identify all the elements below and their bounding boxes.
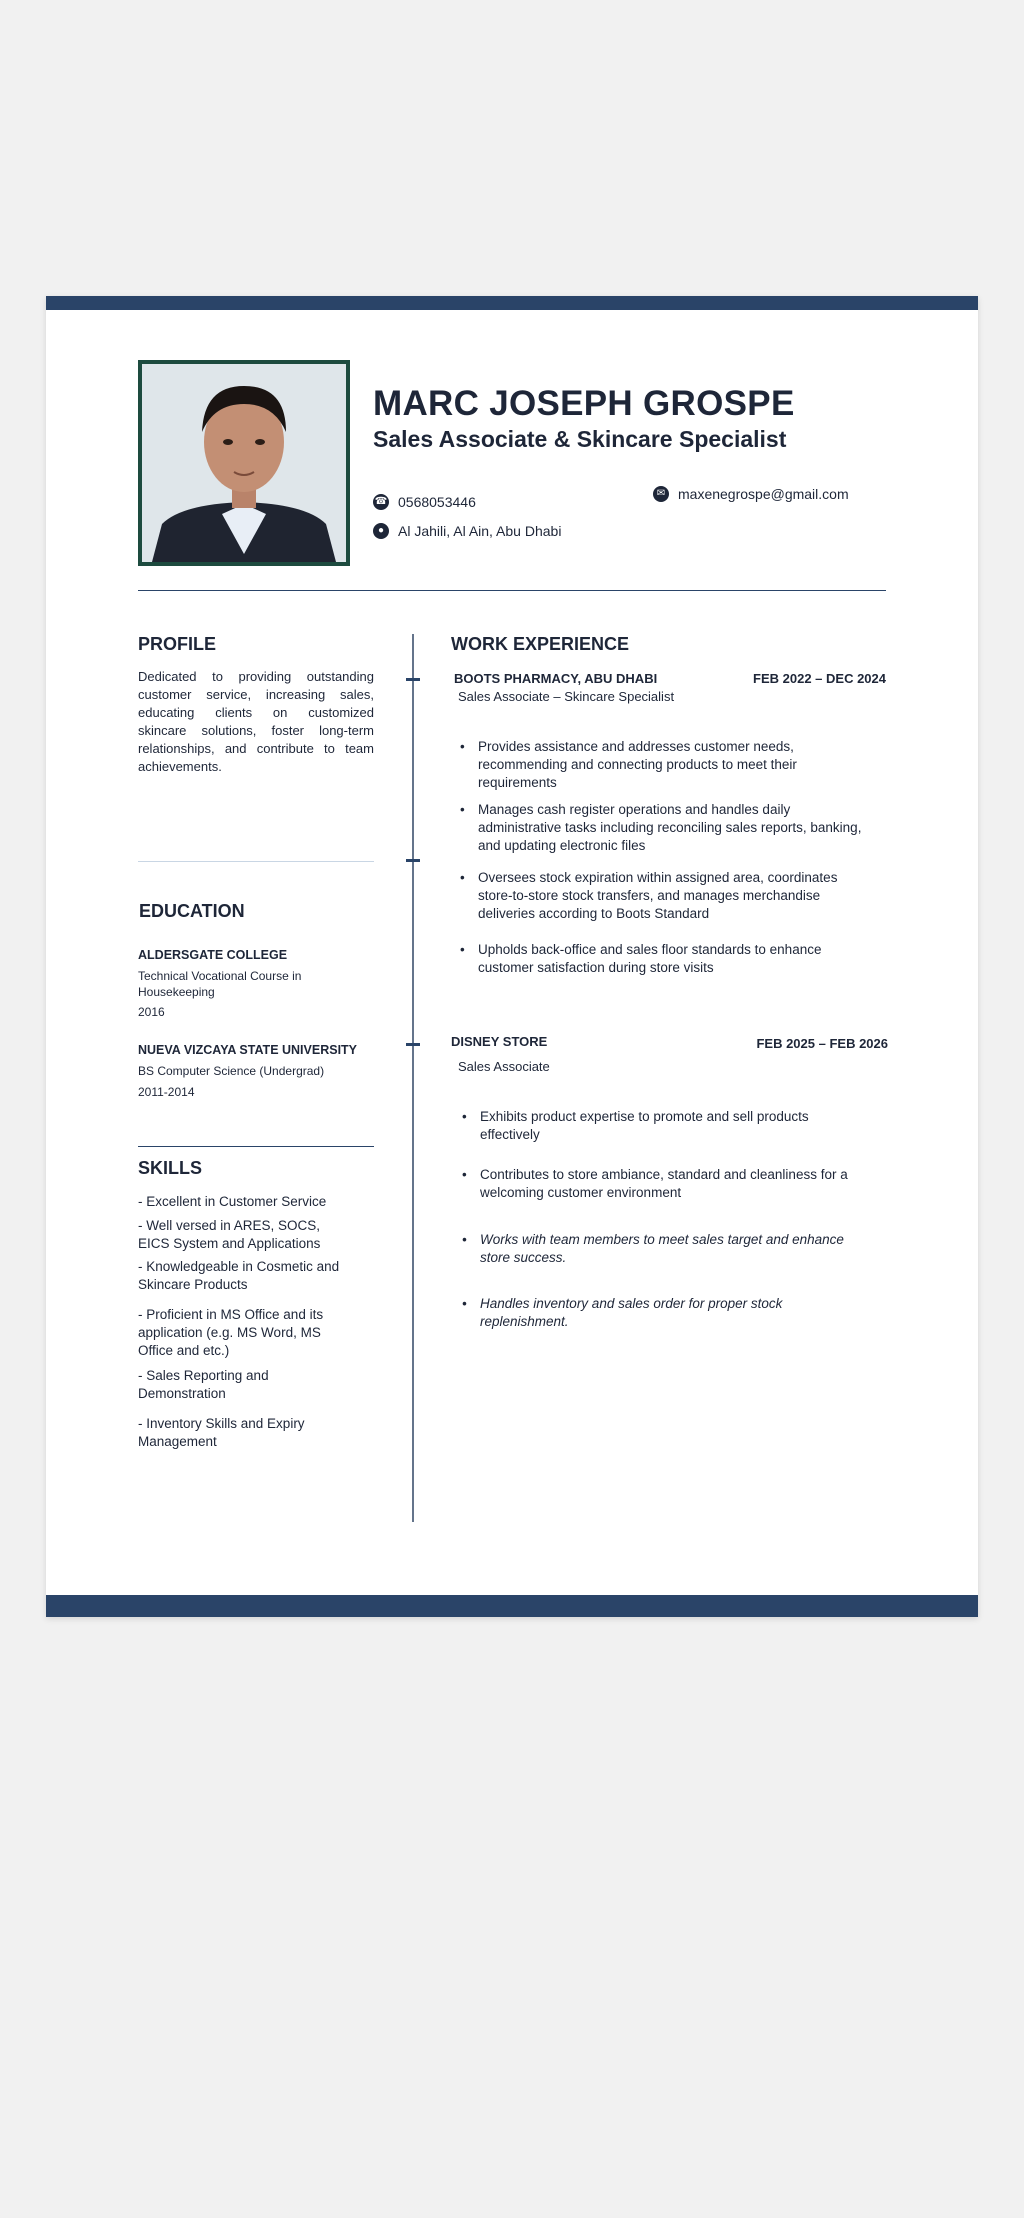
email-text: maxenegrospe@gmail.com bbox=[678, 486, 849, 502]
education-course: Technical Vocational Course in Housekeeping bbox=[138, 969, 302, 999]
skill-item: - Sales Reporting and Demonstration bbox=[138, 1368, 269, 1401]
job-duty: • Provides assistance and addresses customer needs, recommending and connecting products to meet their requirements bbox=[458, 738, 862, 792]
education-school: ALDERSGATE COLLEGE bbox=[138, 948, 288, 962]
candidate-title: Sales Associate & Skincare Specialist bbox=[373, 426, 787, 452]
resume-page bbox=[46, 296, 978, 1617]
job-dates: FEB 2022 – DEC 2024 bbox=[753, 671, 886, 686]
skill-item: - Knowledgeable in Cosmetic and Skincare Products bbox=[138, 1259, 340, 1292]
education-school: NUEVA VIZCAYA STATE UNIVERSITY bbox=[138, 1043, 358, 1057]
phone-text: 0568053446 bbox=[398, 494, 476, 510]
timeline-tick bbox=[406, 1043, 420, 1046]
skill-item: - Well versed in ARES, SOCS, EICS System and Applications bbox=[138, 1218, 321, 1251]
education-course: BS Computer Science (Undergrad) bbox=[138, 1064, 325, 1078]
timeline-tick bbox=[406, 859, 420, 862]
job-dates: FEB 2025 – FEB 2026 bbox=[756, 1036, 888, 1051]
job-duty: • Handles inventory and sales order for proper stock replenishment. bbox=[460, 1295, 860, 1331]
job-role: Sales Associate – Skincare Specialist bbox=[458, 689, 675, 704]
job-duty: • Contributes to store ambiance, standard and cleanliness for a welcoming customer environment bbox=[460, 1166, 860, 1202]
header-divider bbox=[138, 590, 886, 591]
location-pin-icon: ● bbox=[373, 523, 389, 539]
address-text: Al Jahili, Al Ain, Abu Dhabi bbox=[398, 523, 562, 539]
job-role: Sales Associate bbox=[458, 1059, 550, 1074]
education-heading: EDUCATION bbox=[139, 901, 245, 921]
profile-text: Dedicated to providing outstanding customer service, increasing sales, educating clients on customized skincare solutions, foster long-term relationships, and contribute to team achievements. bbox=[138, 669, 374, 774]
skills-heading: SKILLS bbox=[138, 1158, 203, 1178]
skill-item: - Excellent in Customer Service bbox=[138, 1194, 327, 1209]
timeline-line bbox=[412, 634, 414, 1522]
job-company: DISNEY STORE bbox=[451, 1034, 548, 1049]
job-company: BOOTS PHARMACY, ABU DHABI bbox=[454, 671, 658, 686]
job-duty: • Manages cash register operations and handles daily administrative tasks including reconciling sales reports, banking, and updating electronic files bbox=[458, 801, 862, 855]
skill-item: - Proficient in MS Office and its application (e.g. MS Word, MS Office and etc.) bbox=[138, 1307, 324, 1358]
job-duty: • Oversees stock expiration within assigned area, coordinates store-to-store stock transfers, and manages merchandise deliveries according to Boots Standard bbox=[458, 869, 862, 923]
timeline-tick bbox=[406, 678, 420, 681]
work-heading: WORK EXPERIENCE bbox=[451, 634, 630, 654]
skill-item: - Inventory Skills and Expiry Management bbox=[138, 1416, 305, 1449]
address-contact bbox=[373, 523, 561, 539]
job-duty: • Upholds back-office and sales floor standards to enhance customer satisfaction during store visits bbox=[458, 941, 862, 977]
phone-icon: ☎ bbox=[373, 494, 389, 510]
candidate-name: MARC JOSEPH GROSPE bbox=[373, 384, 795, 423]
email-contact bbox=[653, 486, 849, 502]
email-icon: ✉ bbox=[653, 486, 669, 502]
job-duty: • Works with team members to meet sales target and enhance store success. bbox=[460, 1231, 860, 1267]
top-accent-band bbox=[46, 296, 978, 310]
phone-contact bbox=[373, 494, 476, 510]
profile-heading: PROFILE bbox=[138, 634, 217, 654]
education-divider bbox=[138, 1146, 374, 1147]
bottom-accent-band bbox=[46, 1595, 978, 1617]
education-year: 2011-2014 bbox=[138, 1085, 195, 1099]
job-duty: • Exhibits product expertise to promote and sell products effectively bbox=[460, 1108, 860, 1144]
education-year: 2016 bbox=[138, 1005, 165, 1019]
profile-divider bbox=[138, 861, 374, 862]
profile-photo bbox=[138, 360, 350, 566]
